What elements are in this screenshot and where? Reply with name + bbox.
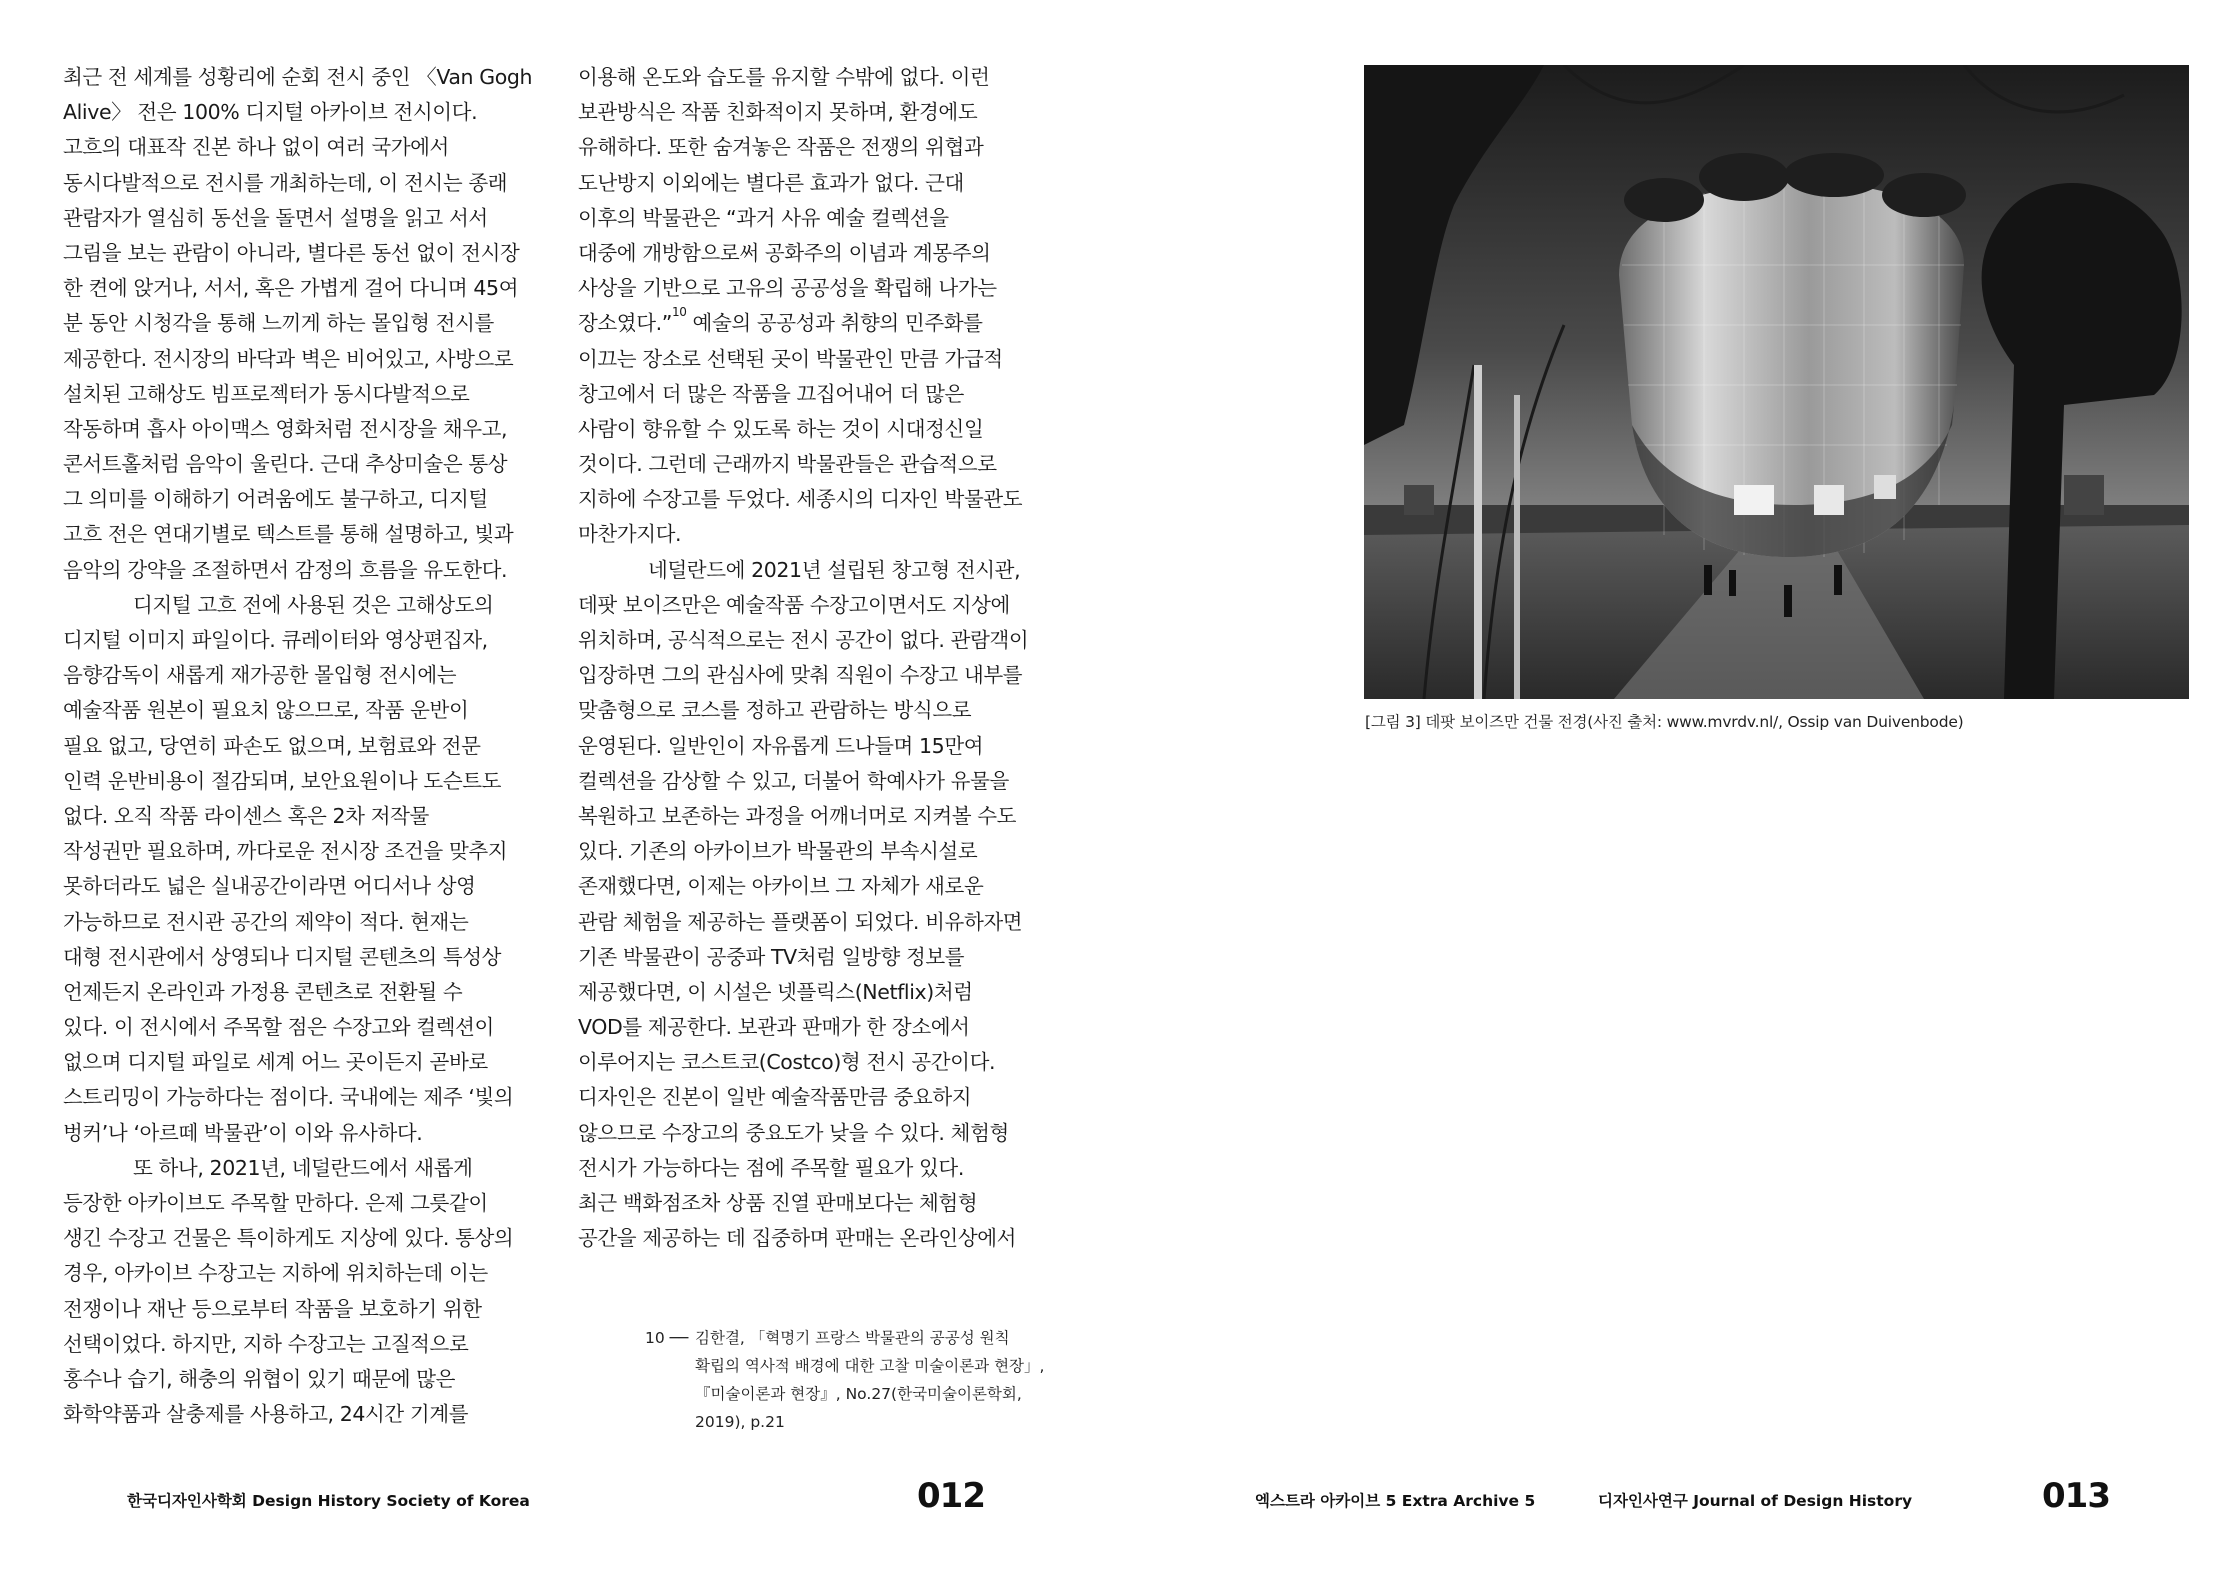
text-line xyxy=(578,306,1058,341)
text-line: 화학약품과 살충제를 사용하고, 24시간 기계를 xyxy=(63,1402,469,1427)
text-line: 고흐 전은 연대기별로 텍스트를 통해 설명하고, 빛과 xyxy=(63,522,514,547)
body-column-2 xyxy=(578,60,1058,1256)
text-line: 등장한 아카이브도 주목할 만하다. 은제 그릇같이 xyxy=(63,1191,488,1215)
text-line: 있다. 이 전시에서 주목할 점은 수장고와 컬렉션이 xyxy=(63,1015,494,1040)
text-line: 않으므로 수장고의 중요도가 낮을 수 있다. 체험형 xyxy=(578,1120,1009,1145)
text-line: 있다. 기존의 아카이브가 박물관의 부속시설로 xyxy=(578,839,978,864)
text-line: 컬렉션을 감상할 수 있고, 더불어 학예사가 유물을 xyxy=(578,768,1009,793)
text-line: 예술작품 원본이 필요치 않으므로, 작품 운반이 xyxy=(63,698,469,723)
text-line: 네덜란드에 2021년 설립된 창고형 전시관, xyxy=(648,557,1021,582)
text-line: 대형 전시관에서 상영되나 디지털 콘텐츠의 특성상 xyxy=(63,944,502,969)
text-line: 이후의 박물관은 “과거 사유 예술 컬렉션을 xyxy=(578,205,949,230)
body-column-1 xyxy=(63,60,543,1432)
text-line: 홍수나 습기, 해충의 위협이 있기 때문에 많은 xyxy=(63,1366,456,1391)
text-line: VOD를 제공한다. 보관과 판매가 한 장소에서 xyxy=(578,1015,970,1040)
footer-society: 한국디자인사학회 Design History Society of Korea xyxy=(127,1492,530,1510)
figure-caption: [그림 3] 데팟 보이즈만 건물 전경(사진 출처: www.mvrdv.nl/, Ossip van Duivenbode) xyxy=(1365,713,1964,731)
text-line: 공간을 제공하는 데 집중하며 판매는 온라인상에서 xyxy=(578,1226,1017,1251)
text-line: 기존 박물관이 공중파 TV처럼 일방향 정보를 xyxy=(578,944,965,969)
text-line: 이용해 온도와 습도를 유지할 수밖에 없다. 이런 xyxy=(578,65,990,89)
text-line: 보관방식은 작품 친화적이지 못하며, 환경에도 xyxy=(578,100,978,125)
text-line: 동시다발적으로 전시를 개최하는데, 이 전시는 종래 xyxy=(63,170,508,195)
text-line: 입장하면 그의 관심사에 맞춰 직원이 수장고 내부를 xyxy=(578,663,1023,688)
text-line: 사람이 향유할 수 있도록 하는 것이 시대정신일 xyxy=(578,416,984,441)
text-line: 선택이었다. 하지만, 지하 수장고는 고질적으로 xyxy=(63,1331,469,1356)
text-line: 그 의미를 이해하기 어려움에도 불구하고, 디지털 xyxy=(63,487,488,512)
text-fragment: 예술의 공공성과 취향의 민주화를 xyxy=(686,311,983,336)
text-line: 도난방지 이외에는 별다른 효과가 없다. 근대 xyxy=(578,170,964,195)
text-line: 가능하므로 전시관 공간의 제약이 적다. 현재는 xyxy=(63,909,469,934)
text-line: 분 동안 시청각을 통해 느끼게 하는 몰입형 전시를 xyxy=(63,311,494,336)
footer-journal: 디자인사연구 Journal of Design History xyxy=(1598,1492,1913,1510)
footnote-line: 김한결, 「혁명기 프랑스 박물관의 공공성 원칙 xyxy=(695,1329,1010,1347)
text-line: 전시가 가능하다는 점에 주목할 필요가 있다. xyxy=(578,1155,964,1180)
text-line: 음향감독이 새롭게 재가공한 몰입형 전시에는 xyxy=(63,663,457,688)
text-line: 지하에 수장고를 두었다. 세종시의 디자인 박물관도 xyxy=(578,487,1023,512)
text-line: 맞춤형으로 코스를 정하고 관람하는 방식으로 xyxy=(578,698,972,723)
footer-extra-archive: 엑스트라 아카이브 5 Extra Archive 5 xyxy=(1255,1492,1536,1510)
page-number-left: 012 xyxy=(917,1476,985,1516)
text-line: 없다. 오직 작품 라이센스 혹은 2차 저작물 xyxy=(63,803,429,828)
text-line: 제공한다. 전시장의 바닥과 벽은 비어있고, 사방으로 xyxy=(63,346,514,371)
text-line: 경우, 아카이브 수장고는 지하에 위치하는데 이는 xyxy=(63,1261,488,1286)
footnote xyxy=(645,1324,1044,1436)
text-line: 디지털 고흐 전에 사용된 것은 고해상도의 xyxy=(133,592,494,617)
text-line: 최근 전 세계를 성황리에 순회 전시 중인 〈Van Gogh xyxy=(63,65,533,89)
text-line: 없으며 디지털 파일로 세계 어느 곳이든지 곧바로 xyxy=(63,1050,488,1075)
text-line: 필요 없고, 당연히 파손도 없으며, 보험료와 전문 xyxy=(63,733,481,758)
text-line: 운영된다. 일반인이 자유롭게 드나들며 15만여 xyxy=(578,733,984,758)
text-line: 창고에서 더 많은 작품을 끄집어내어 더 많은 xyxy=(578,381,964,406)
text-line: 디자인은 진본이 일반 예술작품만큼 중요하지 xyxy=(578,1085,972,1110)
text-line: Alive〉 전은 100% 디지털 아카이브 전시이다. xyxy=(63,100,478,125)
text-line: 사상을 기반으로 고유의 공공성을 확립해 나가는 xyxy=(578,276,997,301)
text-line: 존재했다면, 이제는 아카이브 그 자체가 새로운 xyxy=(578,874,984,899)
text-line: 이루어지는 코스트코(Costco)형 전시 공간이다. xyxy=(578,1050,996,1075)
footnote-body xyxy=(695,1324,1044,1436)
footnote-line: 2019), p.21 xyxy=(695,1413,785,1431)
text-line: 복원하고 보존하는 과정을 어깨너머로 지켜볼 수도 xyxy=(578,803,1017,828)
text-line: 또 하나, 2021년, 네덜란드에서 새롭게 xyxy=(133,1155,473,1180)
footnote-ref: 10 xyxy=(671,305,687,320)
text-line: 한 켠에 앉거나, 서서, 혹은 가볍게 걸어 다니며 45여 xyxy=(63,276,519,301)
page-number-right: 013 xyxy=(2042,1476,2110,1516)
text-line: 마찬가지다. xyxy=(578,522,682,547)
text-fragment: 장소였다.” xyxy=(578,311,672,336)
text-line: 고흐의 대표작 진본 하나 없이 여러 국가에서 xyxy=(63,135,449,160)
text-line: 그림을 보는 관람이 아니라, 별다른 동선 없이 전시장 xyxy=(63,240,520,265)
text-line: 콘서트홀처럼 음악이 울린다. 근대 추상미술은 통상 xyxy=(63,452,508,477)
text-line: 인력 운반비용이 절감되며, 보안요원이나 도슨트도 xyxy=(63,768,502,793)
text-line: 데팟 보이즈만은 예술작품 수장고이면서도 지상에 xyxy=(578,592,1010,617)
text-line: 관람 체험을 제공하는 플랫폼이 되었다. 비유하자면 xyxy=(578,909,1023,934)
text-line: 제공했다면, 이 시설은 넷플릭스(Netflix)처럼 xyxy=(578,979,973,1004)
text-line: 대중에 개방함으로써 공화주의 이념과 계몽주의 xyxy=(578,240,991,265)
text-line: 이끄는 장소로 선택된 곳이 박물관인 만큼 가급적 xyxy=(578,346,1003,371)
text-line: 위치하며, 공식적으로는 전시 공간이 없다. 관람객이 xyxy=(578,628,1029,652)
text-line: 관람자가 열심히 동선을 돌면서 설명을 읽고 서서 xyxy=(63,205,488,230)
text-line: 스트리밍이 가능하다는 점이다. 국내에는 제주 ‘빛의 xyxy=(63,1085,514,1110)
text-line: 작동하며 흡사 아이맥스 영화처럼 전시장을 채우고, xyxy=(63,416,508,441)
text-line: 생긴 수장고 건물은 특이하게도 지상에 있다. 통상의 xyxy=(63,1226,514,1251)
text-line: 못하더라도 넓은 실내공간이라면 어디서나 상영 xyxy=(63,874,476,899)
text-line: 언제든지 온라인과 가정용 콘텐츠로 전환될 수 xyxy=(63,979,463,1004)
text-line: 최근 백화점조차 상품 진열 판매보다는 체험형 xyxy=(578,1191,978,1215)
footnote-line: 『미술이론과 현장』, No.27(한국미술이론학회, xyxy=(695,1385,1022,1403)
footnote-line: 확립의 역사적 배경에 대한 고찰 미술이론과 현장」, xyxy=(695,1357,1045,1375)
text-line: 음악의 강약을 조절하면서 감정의 흐름을 유도한다. xyxy=(63,557,508,582)
footnote-number: 10 ── xyxy=(645,1329,689,1347)
text-line: 벙커’나 ‘아르떼 박물관’이 이와 유사하다. xyxy=(63,1120,423,1145)
text-line: 유해하다. 또한 숨겨놓은 작품은 전쟁의 위협과 xyxy=(578,135,984,160)
text-line: 작성권만 필요하며, 까다로운 전시장 조건을 맞추지 xyxy=(63,839,508,864)
text-line: 것이다. 그런데 근래까지 박물관들은 관습적으로 xyxy=(578,452,997,477)
text-line: 전쟁이나 재난 등으로부터 작품을 보호하기 위한 xyxy=(63,1296,482,1321)
text-line: 설치된 고해상도 빔프로젝터가 동시다발적으로 xyxy=(63,381,470,406)
depot-boijmans-photo xyxy=(1364,65,2189,699)
text-line: 디지털 이미지 파일이다. 큐레이터와 영상편집자, xyxy=(63,628,488,652)
